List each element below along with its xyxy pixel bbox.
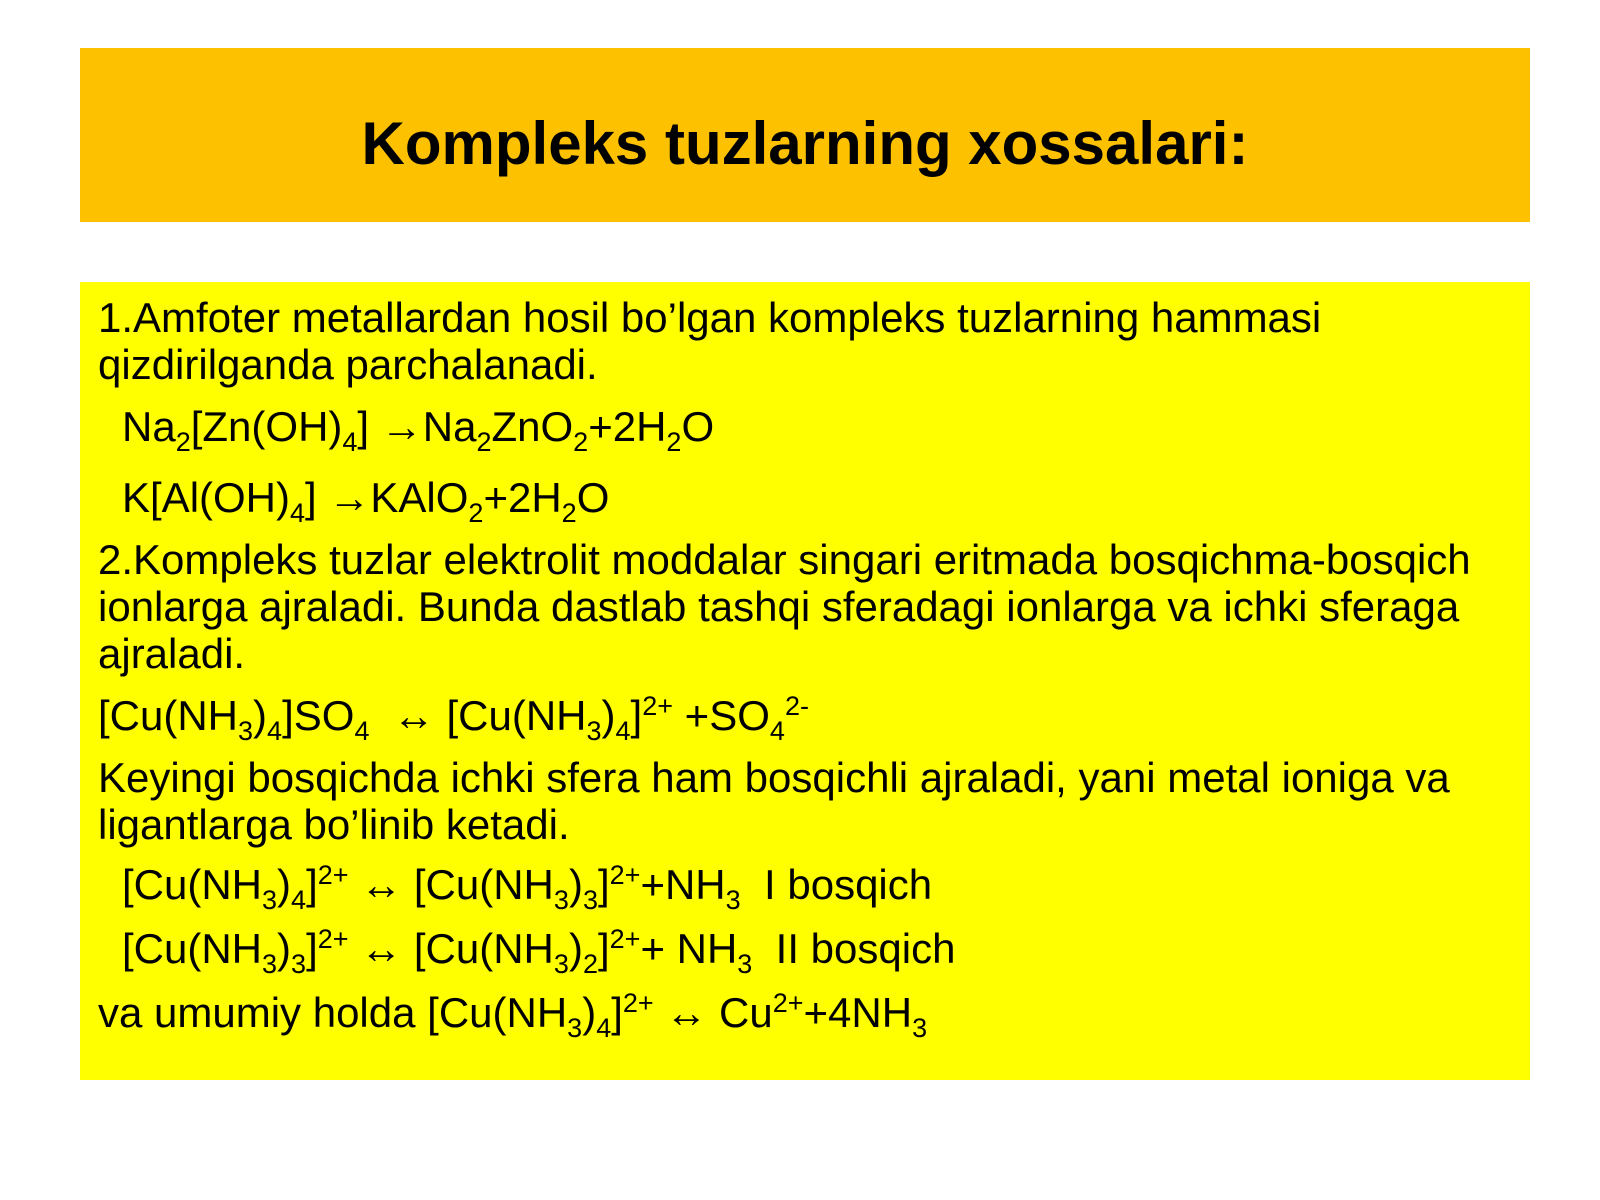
equation-segment: 4: [615, 716, 631, 746]
equation-segment: I bosqich: [740, 861, 933, 908]
equation-segment: ): [582, 989, 597, 1036]
equation-segment: + NH: [640, 925, 738, 972]
equation-segment: 4: [596, 1013, 612, 1043]
equation-segment: +SO: [673, 692, 770, 739]
equation-segment: 2+: [772, 988, 804, 1018]
content-panel: [80, 282, 1530, 1080]
equation-segment: 2+: [642, 691, 674, 721]
equation-segment: 2+: [609, 860, 641, 890]
equation-segment: 3: [725, 885, 741, 915]
equation-segment: 2: [468, 498, 484, 528]
equation-segment: K[Al(OH): [122, 474, 290, 521]
equation-segment: 3: [238, 716, 254, 746]
equation-segment: ] →Na: [357, 403, 477, 450]
equation-segment: 2-: [784, 691, 809, 721]
equation-segment: 2: [666, 427, 682, 457]
equation-segment: Na: [122, 403, 176, 450]
equation-segment: ]: [306, 861, 318, 908]
equation-segment: 4: [769, 716, 785, 746]
equation-segment: [Zn(OH): [190, 403, 343, 450]
equation-segment: 2+: [609, 924, 641, 954]
equation-overall: [98, 982, 1512, 1044]
equation-segment: 3: [737, 949, 753, 979]
equation-step-one: [98, 854, 1512, 916]
equation-segment: 3: [553, 885, 569, 915]
equation-segment: 2: [561, 498, 577, 528]
equation-segment: 2+: [317, 924, 349, 954]
equation-segment: ): [277, 861, 292, 908]
equation-segment: 2: [573, 427, 589, 457]
equation-segment: ): [277, 925, 292, 972]
equation-segment: 3: [582, 885, 598, 915]
equation-segment: ): [601, 692, 616, 739]
equation-segment: ): [568, 925, 583, 972]
equation-segment: ZnO: [491, 403, 574, 450]
equation-segment: II bosqich: [752, 925, 956, 972]
content-body: [98, 294, 1512, 1044]
equation-segment: [Cu(NH: [122, 861, 263, 908]
equation-segment: 4: [290, 498, 306, 528]
equation-segment: 3: [553, 949, 569, 979]
equation-segment: va umumiy holda [Cu(NH: [98, 989, 568, 1036]
equation-segment: ): [253, 692, 268, 739]
equation-segment: 4: [267, 716, 283, 746]
equation-segment: ] →KAlO: [305, 474, 469, 521]
equation-segment: ↔ [Cu(NH: [369, 692, 587, 739]
equation-segment: O: [576, 474, 610, 521]
equation-copper-sulfate-dissociation: [98, 683, 1512, 748]
paragraph-stepwise: Keyingi bosqichda ichki sfera ham bosqichli ajraladi, yani metal ioniga va ligantlarga bo’linib ketadi.: [98, 754, 1450, 848]
equation-segment: 3: [586, 716, 602, 746]
equation-segment: +4NH: [803, 989, 913, 1036]
equation-segment: [Cu(NH: [98, 692, 239, 739]
equation-segment: ]: [597, 861, 610, 908]
equation-segment: 4: [291, 885, 307, 915]
equation-segment: 2: [582, 949, 598, 979]
equation-segment: ↔ [Cu(NH: [348, 925, 554, 972]
equation-segment: ]: [306, 925, 318, 972]
equation-segment: ]: [597, 925, 610, 972]
equation-segment: ): [568, 861, 583, 908]
equation-segment: 2+: [622, 988, 654, 1018]
slide-title: Kompleks tuzlarning xossalari:: [361, 110, 1249, 177]
equation-segment: +NH: [640, 861, 726, 908]
equation-segment: 2: [175, 427, 191, 457]
equation-segment: 3: [912, 1013, 928, 1043]
equation-segment: 4: [354, 716, 370, 746]
equation-segment: [Cu(NH: [122, 925, 263, 972]
equation-zinc-decomposition: [98, 394, 1512, 459]
equation-segment: ↔ Cu: [653, 989, 773, 1036]
equation-segment: 3: [262, 949, 278, 979]
equation-step-two: [98, 918, 1512, 980]
equation-segment: 3: [291, 949, 307, 979]
title-banner: [80, 48, 1530, 222]
equation-segment: ↔ [Cu(NH: [348, 861, 554, 908]
equation-aluminium-decomposition: [98, 465, 1512, 530]
equation-segment: ]: [611, 989, 623, 1036]
equation-segment: 3: [567, 1013, 583, 1043]
equation-segment: +2H: [483, 474, 562, 521]
paragraph-dissociation: 2.Kompleks tuzlar elektrolit moddalar singari eritmada bosqichma-bosqich ionlarga ajraladi. Bunda dastlab tashqi sferadagi ionlarga va ichki sferaga ajraladi.: [98, 536, 1471, 677]
equation-segment: O: [681, 403, 715, 450]
equation-segment: ]: [630, 692, 643, 739]
equation-segment: 2+: [317, 860, 349, 890]
equation-segment: +2H: [588, 403, 667, 450]
equation-segment: 3: [262, 885, 278, 915]
paragraph-amphoteric: 1.Amfoter metallardan hosil bo’lgan kompleks tuzlarning hammasi qizdirilganda parchalanadi.: [98, 294, 1322, 388]
equation-segment: 4: [342, 427, 358, 457]
equation-segment: ]SO: [282, 692, 355, 739]
equation-segment: 2: [476, 427, 492, 457]
